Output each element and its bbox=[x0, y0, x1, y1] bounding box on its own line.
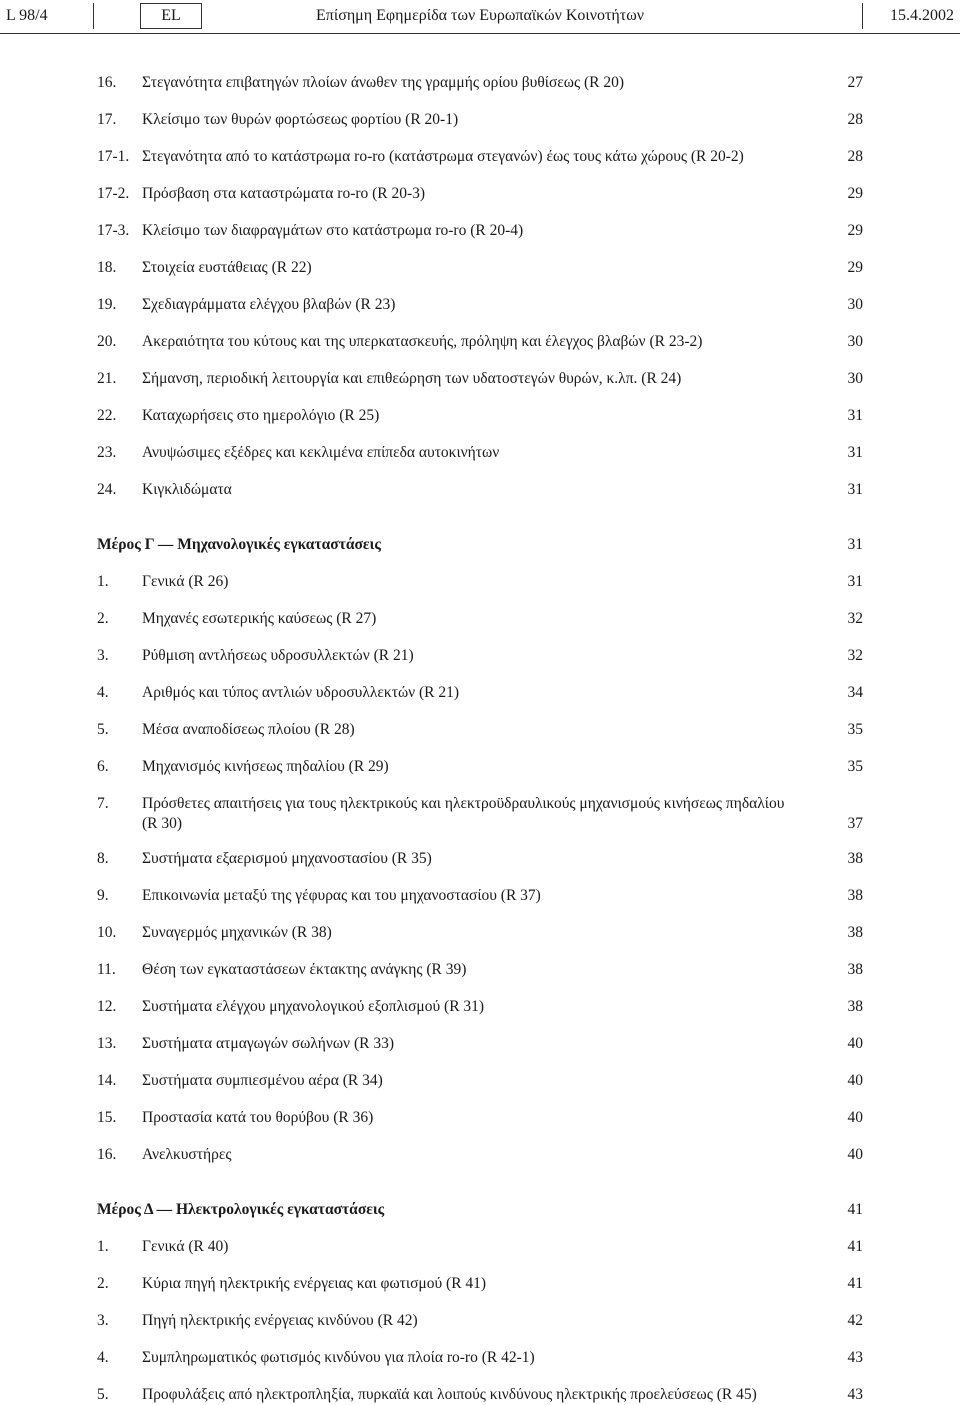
toc-entry-number: 15. bbox=[97, 1109, 117, 1126]
toc-entry-text: Συμπληρωματικός φωτισμός κινδύνου για πλοία ro-ro (R 42-1) bbox=[142, 1349, 535, 1366]
toc-entry-title bbox=[142, 960, 792, 980]
toc-entry-title bbox=[142, 147, 792, 167]
toc-page-number: 40 bbox=[847, 1146, 863, 1163]
toc-entry-title bbox=[142, 221, 792, 241]
toc-entry-text: Ανυψώσιμες εξέδρες και κεκλιμένα επίπεδα αυτοκινήτων bbox=[142, 444, 500, 461]
toc-entry-title bbox=[142, 1274, 792, 1294]
toc-entry-text: Συστήματα ατμαγωγών σωλήνων (R 33) bbox=[142, 1035, 394, 1052]
toc-entry-number: 17-3. bbox=[97, 222, 130, 239]
toc-entry-number: 19. bbox=[97, 296, 117, 313]
toc-entry-text: Συστήματα εξαερισμού μηχανοστασίου (R 35) bbox=[142, 850, 432, 867]
journal-reference: L 98/4 bbox=[6, 7, 48, 24]
toc-page-number: 41 bbox=[847, 1238, 863, 1255]
toc-entry-text: Ανελκυστήρες bbox=[142, 1146, 232, 1163]
toc-entry-title bbox=[142, 110, 792, 130]
toc-entry-text: Κλείσιμο των διαφραγμάτων στο κατάστρωμα ro-ro (R 20-4) bbox=[142, 222, 524, 239]
toc-entry-number: 2. bbox=[97, 610, 109, 627]
language-code: EL bbox=[140, 3, 202, 29]
toc-page-number: 38 bbox=[847, 887, 863, 904]
toc-entry-number: 23. bbox=[97, 444, 117, 461]
toc-entry-text: Μηχανισμός κινήσεως πηδαλίου (R 29) bbox=[142, 758, 389, 775]
toc-page-number: 35 bbox=[847, 758, 863, 775]
toc-page-number: 31 bbox=[847, 444, 863, 461]
toc-entry-text: Γενικά (R 40) bbox=[142, 1238, 229, 1255]
toc-entry-title bbox=[142, 443, 792, 463]
toc-section-title bbox=[97, 1200, 747, 1220]
toc-entry-text: Ακεραιότητα του κύτους και της υπερκατασκευής, πρόληψη και έλεγχος βλαβών (R 23-2) bbox=[142, 333, 703, 350]
toc-entry-text: Στοιχεία ευστάθειας (R 22) bbox=[142, 259, 312, 276]
toc-entry-title bbox=[142, 406, 792, 426]
toc-entry-title bbox=[142, 258, 792, 278]
toc-entry-text: Μέρος Δ — Ηλεκτρολογικές εγκαταστάσεις bbox=[97, 1201, 385, 1218]
toc-page-number: 40 bbox=[847, 1109, 863, 1126]
toc-page-number: 31 bbox=[847, 481, 863, 498]
toc-page-number: 43 bbox=[847, 1349, 863, 1366]
toc-entry-text: Συστήματα ελέγχου μηχανολογικού εξοπλισμού (R 31) bbox=[142, 998, 485, 1015]
toc-entry-text: Σχεδιαγράμματα ελέγχου βλαβών (R 23) bbox=[142, 296, 396, 313]
toc-entry-number: 16. bbox=[97, 74, 117, 91]
toc-entry-number: 9. bbox=[97, 887, 109, 904]
toc-page-number: 31 bbox=[847, 536, 863, 553]
toc-entry-number: 24. bbox=[97, 481, 117, 498]
toc-page-number: 30 bbox=[847, 370, 863, 387]
toc-entry-number: 1. bbox=[97, 573, 109, 590]
toc-page-number: 38 bbox=[847, 850, 863, 867]
toc-entry-title bbox=[142, 757, 792, 777]
toc-entry-title bbox=[142, 886, 792, 906]
toc-entry-title bbox=[142, 332, 792, 352]
toc-entry-text: Πρόσβαση στα καταστρώματα ro-ro (R 20-3) bbox=[142, 185, 426, 202]
toc-page-number: 29 bbox=[847, 185, 863, 202]
toc-page-number: 30 bbox=[847, 333, 863, 350]
toc-entry-number: 17-2. bbox=[97, 185, 130, 202]
toc-entry-text: Μέσα αναποδίσεως πλοίου (R 28) bbox=[142, 721, 355, 738]
toc-page-number: 32 bbox=[847, 647, 863, 664]
toc-entry-number: 6. bbox=[97, 758, 109, 775]
toc-entry-title bbox=[142, 73, 792, 93]
toc-entry-title bbox=[142, 923, 792, 943]
toc-entry-text-continued: (R 30) bbox=[142, 815, 183, 832]
toc-entry-title bbox=[142, 1311, 792, 1331]
journal-title: Επίσημη Εφημερίδα των Ευρωπαϊκών Κοινοτήτων bbox=[316, 7, 644, 24]
toc-page-number: 40 bbox=[847, 1072, 863, 1089]
toc-page-number: 38 bbox=[847, 924, 863, 941]
toc-page-number: 35 bbox=[847, 721, 863, 738]
toc-entry-text: Κλείσιμο των θυρών φορτώσεως φορτίου (R 20-1) bbox=[142, 111, 459, 128]
toc-entry-text: Πηγή ηλεκτρικής ενέργειας κινδύνου (R 42) bbox=[142, 1312, 418, 1329]
toc-entry-number: 7. bbox=[97, 795, 109, 812]
toc-entry-title bbox=[142, 1237, 792, 1257]
toc-entry-number: 21. bbox=[97, 370, 117, 387]
toc-page-number: 31 bbox=[847, 573, 863, 590]
toc-entry-text: Αριθμός και τύπος αντλιών υδροσυλλεκτών (R 21) bbox=[142, 684, 460, 701]
toc-entry-text: Επικοινωνία μεταξύ της γέφυρας και του μηχανοστασίου (R 37) bbox=[142, 887, 541, 904]
toc-page-number: 43 bbox=[847, 1386, 863, 1403]
toc-entry-text: Πρόσθετες απαιτήσεις για τους ηλεκτρικούς και ηλεκτροϋδραυλικούς μηχανισμούς κινήσεως πηδαλίου bbox=[142, 795, 785, 812]
toc-entry-text: Κιγκλιδώματα bbox=[142, 481, 232, 498]
toc-page-number: 29 bbox=[847, 222, 863, 239]
toc-entry-title bbox=[142, 1034, 792, 1054]
toc-entry-number: 5. bbox=[97, 721, 109, 738]
toc-entry-text: Ρύθμιση αντλήσεως υδροσυλλεκτών (R 21) bbox=[142, 647, 414, 664]
toc-entry-title bbox=[142, 572, 792, 592]
toc-entry-title bbox=[142, 1071, 792, 1091]
toc-entry-title bbox=[142, 1385, 792, 1405]
toc-entry-title bbox=[142, 480, 792, 500]
toc-entry-text: Προστασία κατά του θορύβου (R 36) bbox=[142, 1109, 374, 1126]
toc-entry-number: 2. bbox=[97, 1275, 109, 1292]
toc-entry-title bbox=[142, 609, 792, 629]
toc-entry-title bbox=[142, 646, 792, 666]
toc-entry-number: 17. bbox=[97, 111, 117, 128]
toc-entry-number: 20. bbox=[97, 333, 117, 350]
toc-entry-number: 5. bbox=[97, 1386, 109, 1403]
toc-entry-number: 4. bbox=[97, 684, 109, 701]
toc-entry-text: Γενικά (R 26) bbox=[142, 573, 229, 590]
toc-entry-number: 12. bbox=[97, 998, 117, 1015]
toc-page-number: 38 bbox=[847, 998, 863, 1015]
toc-entry-number: 13. bbox=[97, 1035, 117, 1052]
toc-page-number: 41 bbox=[847, 1275, 863, 1292]
toc-entry-text: Συστήματα συμπιεσμένου αέρα (R 34) bbox=[142, 1072, 383, 1089]
toc-page-number: 32 bbox=[847, 610, 863, 627]
toc-page-number: 30 bbox=[847, 296, 863, 313]
toc-entry-title bbox=[142, 997, 792, 1017]
toc-entry-text: Θέση των εγκαταστάσεων έκτακτης ανάγκης (R 39) bbox=[142, 961, 467, 978]
toc-entry-title bbox=[142, 683, 792, 703]
toc-entry-title bbox=[142, 369, 792, 389]
toc-entry-text: Σήμανση, περιοδική λειτουργία και επιθεώρηση των υδατοστεγών θυρών, κ.λπ. (R 24) bbox=[142, 370, 682, 387]
toc-entry-text: Στεγανότητα από το κατάστρωμα ro-ro (κατάστρωμα στεγανών) έως τους κάτω χώρους (R 20-2) bbox=[142, 148, 744, 165]
toc-entry-title bbox=[142, 1348, 792, 1368]
toc-entry-number: 17-1. bbox=[97, 148, 130, 165]
toc-entry-number: 10. bbox=[97, 924, 117, 941]
toc-section-title bbox=[97, 535, 747, 555]
toc-entry-title bbox=[142, 794, 792, 834]
toc-entry-title bbox=[142, 295, 792, 315]
toc-page-number: 34 bbox=[847, 684, 863, 701]
toc-entry-number: 3. bbox=[97, 647, 109, 664]
toc-entry-text: Συναγερμός μηχανικών (R 38) bbox=[142, 924, 332, 941]
toc-entry-number: 3. bbox=[97, 1312, 109, 1329]
toc-entry-number: 18. bbox=[97, 259, 117, 276]
toc-entry-text: Προφυλάξεις από ηλεκτροπληξία, πυρκαϊά και λοιπούς κινδύνους ηλεκτρικής προελεύσεως (R 45) bbox=[142, 1386, 757, 1403]
toc-page-number: 29 bbox=[847, 259, 863, 276]
toc-page-number: 31 bbox=[847, 407, 863, 424]
toc-entry-number: 22. bbox=[97, 407, 117, 424]
toc-entry-text: Στεγανότητα επιβατηγών πλοίων άνωθεν της γραμμής ορίου βυθίσεως (R 20) bbox=[142, 74, 625, 91]
toc-page-number: 40 bbox=[847, 1035, 863, 1052]
toc-entry-text: Μηχανές εσωτερικής καύσεως (R 27) bbox=[142, 610, 377, 627]
toc-entry-number: 1. bbox=[97, 1238, 109, 1255]
toc-entry-number: 16. bbox=[97, 1146, 117, 1163]
publication-date: 15.4.2002 bbox=[890, 7, 954, 24]
toc-entry-text: Καταχωρήσεις στο ημερολόγιο (R 25) bbox=[142, 407, 380, 424]
toc-page-number: 27 bbox=[847, 74, 863, 91]
toc-entry-number: 11. bbox=[97, 961, 116, 978]
toc-entry-title bbox=[142, 849, 792, 869]
toc-entry-title bbox=[142, 1108, 792, 1128]
toc-page-number: 37 bbox=[847, 815, 863, 832]
toc-entry-number: 8. bbox=[97, 850, 109, 867]
toc-entry-text: Κύρια πηγή ηλεκτρικής ενέργειας και φωτισμού (R 41) bbox=[142, 1275, 487, 1292]
toc-entry-title bbox=[142, 1145, 792, 1165]
toc-entry-title bbox=[142, 720, 792, 740]
toc-entry-number: 14. bbox=[97, 1072, 117, 1089]
toc-entry-title bbox=[142, 184, 792, 204]
toc-page-number: 28 bbox=[847, 111, 863, 128]
toc-page-number: 41 bbox=[847, 1201, 863, 1218]
toc-entry-text: Μέρος Γ — Μηχανολογικές εγκαταστάσεις bbox=[97, 536, 381, 553]
toc-page-number: 28 bbox=[847, 148, 863, 165]
toc-page-number: 42 bbox=[847, 1312, 863, 1329]
toc-page-number: 38 bbox=[847, 961, 863, 978]
toc-entry-number: 4. bbox=[97, 1349, 109, 1366]
